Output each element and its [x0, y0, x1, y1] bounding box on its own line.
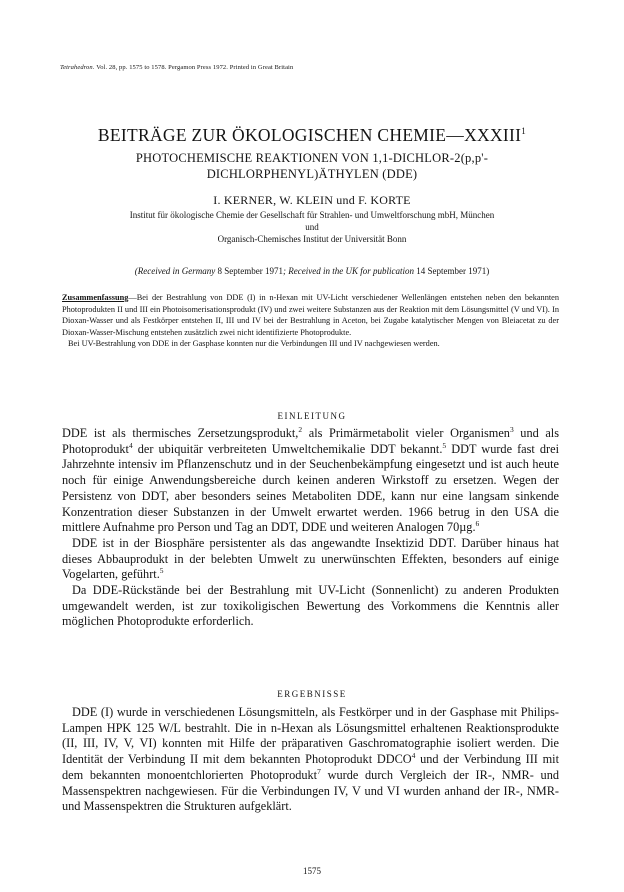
ref-5: 5: [159, 566, 164, 576]
article-subtitle: [60, 151, 564, 182]
abstract-label: Zusammenfassung: [62, 293, 129, 302]
ref-4: 4: [128, 440, 133, 450]
einleitung-paragraph-3: Da DDE-Rückstände bei der Bestrahlung mit UV-Licht (Sonnenlicht) zu anderen Produkten umgewandelt werden, ist zur toxikoligischen Bewertung des Vorkommens die Kenntnis aller möglichen Photoprodukte erforderlich.: [62, 583, 559, 629]
received-date-2: 14 September 1971): [416, 266, 490, 276]
section-heading-ergebnisse: ERGEBNISSE: [277, 689, 347, 699]
affiliation-line-1: Institut für ökologische Chemie der Gesellschaft für Strahlen- und Umweltforschung mbH, München: [129, 210, 495, 220]
page-number: 1575: [303, 866, 321, 876]
author-list: I. KERNER, W. KLEIN und F. KORTE: [213, 193, 411, 207]
subtitle-line-1: PHOTOCHEMISCHE REAKTIONEN VON 1,1-DICHLOR-2(p,p'-: [135, 151, 489, 165]
ref-5: 5: [442, 440, 447, 450]
affiliation: [40, 209, 584, 245]
abstract: [62, 292, 559, 350]
section-heading-einleitung: EINLEITUNG: [277, 411, 347, 421]
ergebnisse-paragraph-1: [62, 705, 559, 815]
text-span: und der Verbindung III mit dem bekannten monoentchlorierten Photoprodukt: [62, 752, 559, 782]
title-footnote-mark: 1: [521, 126, 527, 136]
text-span: DDE (I) wurde in verschiedenen Lösungsmitteln, als Festkörper und in der Gasphase mit Philips-Lampen HPK 125 W/L bestrahlt. Die in n-Hexan als Lösungsmittel erhaltenen Reaktionsprodukte (II, III, IV, V, VI) konnten mit Hilfe der präparativen Gaschromatographie isoliert werden. Die Identität der Verbindung II mit dem bekannten Photoprodukt DDCO: [62, 705, 559, 767]
ref-7: 7: [317, 766, 321, 776]
ref-2: 2: [298, 424, 303, 434]
abstract-paragraph-2: Bei UV-Bestrahlung von DDE in der Gasphase konnten nur die Verbindungen III und IV nachgewiesen werden.: [68, 339, 440, 348]
einleitung-paragraph-2: [62, 536, 559, 583]
received-part-1: (Received in Germany: [134, 266, 216, 276]
header-details: Vol. 28, pp. 1575 to 1578. Pergamon Press 1972. Printed in Great Britain: [96, 64, 294, 71]
subtitle-line-2: DICHLORPHENYL)ÄTHYLEN (DDE): [206, 166, 418, 181]
title-text: BEITRÄGE ZUR ÖKOLOGISCHEN CHEMIE—XXXIII: [97, 124, 522, 145]
article-title: [40, 120, 584, 146]
ref-3: 3: [509, 424, 514, 434]
einleitung-paragraph-1: [62, 426, 559, 536]
text-span: DDE ist als thermisches Zersetzungsprodukt,: [62, 426, 299, 440]
text-span: DDE ist in der Biosphäre persistenter als das angewandte Insektizid DDT. Darüber hinaus hat dieses Abbauprodukt in der belebten Umwelt zu unerwünschten Effekten, besonders auf einige Vogelarten, geführt.: [62, 535, 559, 582]
text-span: der ubiquitär verbreiteten Umweltchemikalie DDT bekannt.: [132, 441, 443, 456]
text-span: als Primärmetabolit vieler Organismen: [302, 426, 510, 440]
einleitung-body: [62, 426, 559, 630]
received-dates: [40, 266, 584, 276]
received-part-2: ; Received in the UK for publication: [283, 266, 414, 276]
ref-6: 6: [475, 519, 480, 529]
text-span: DDT wurde fast drei Jahrzehnte intensiv im Pflanzenschutz und in der Seuchenbekämpfung eingesetzt und ist auch heute noch für einige Anwendungsbereiche durch keinen anderen Wirkstoff zu ersetzen. Wegen der Persistenz von DDT, aber besonders seines Metaboliten DDE, kann nur eine langsam sinkende Konzentration dieser Substanzen in der Umwelt erwartet werden. 1966 betrug in den USA die mittlere Aufnahme pro Person und Tag an DDT, DDE und weiteren Analogen 70µg.: [62, 441, 560, 535]
running-header: [60, 64, 560, 71]
abstract-text-1: —Bei der Bestrahlung von DDE (I) in n-Hexan mit UV-Licht verschiedener Wellenlängen entstehen neben den bekannten Photoprodukten II und III ein Photoisomerisationsprodukt (IV) und zwei weitere Substanzen aus der Reaktion mit dem Lösungsmittel (V und VI). In Dioxan-Wasser und als Festkörper entstehen II, III und IV bei der Bestrahlung in Aceton, bei Zugabe katalytischer Mengen von Bleiacetat zu der Dioxan-Wasser-Mischung entstehen zusätzlich zwei nicht identifizierte Photoprodukte.: [62, 293, 559, 337]
text-span: wurde durch Vergleich der IR-, NMR- und Massenspektren nachgewiesen. Für die Verbindungen IV, V und VI wurden anhand der IR-, NMR- und Massenspektren die Strukturen aufgeklärt.: [62, 767, 559, 814]
ergebnisse-body: [62, 705, 559, 815]
text-span: und als Photoprodukt: [62, 426, 559, 456]
ref-4: 4: [411, 751, 416, 761]
abstract-paragraph-1: [62, 292, 559, 338]
journal-name: Tetrahedron.: [60, 64, 95, 71]
affiliation-line-2: und: [305, 222, 319, 232]
received-date-1: 8 September 1971: [217, 266, 283, 276]
affiliation-line-3: Organisch-Chemisches Institut der Universität Bonn: [217, 234, 407, 244]
